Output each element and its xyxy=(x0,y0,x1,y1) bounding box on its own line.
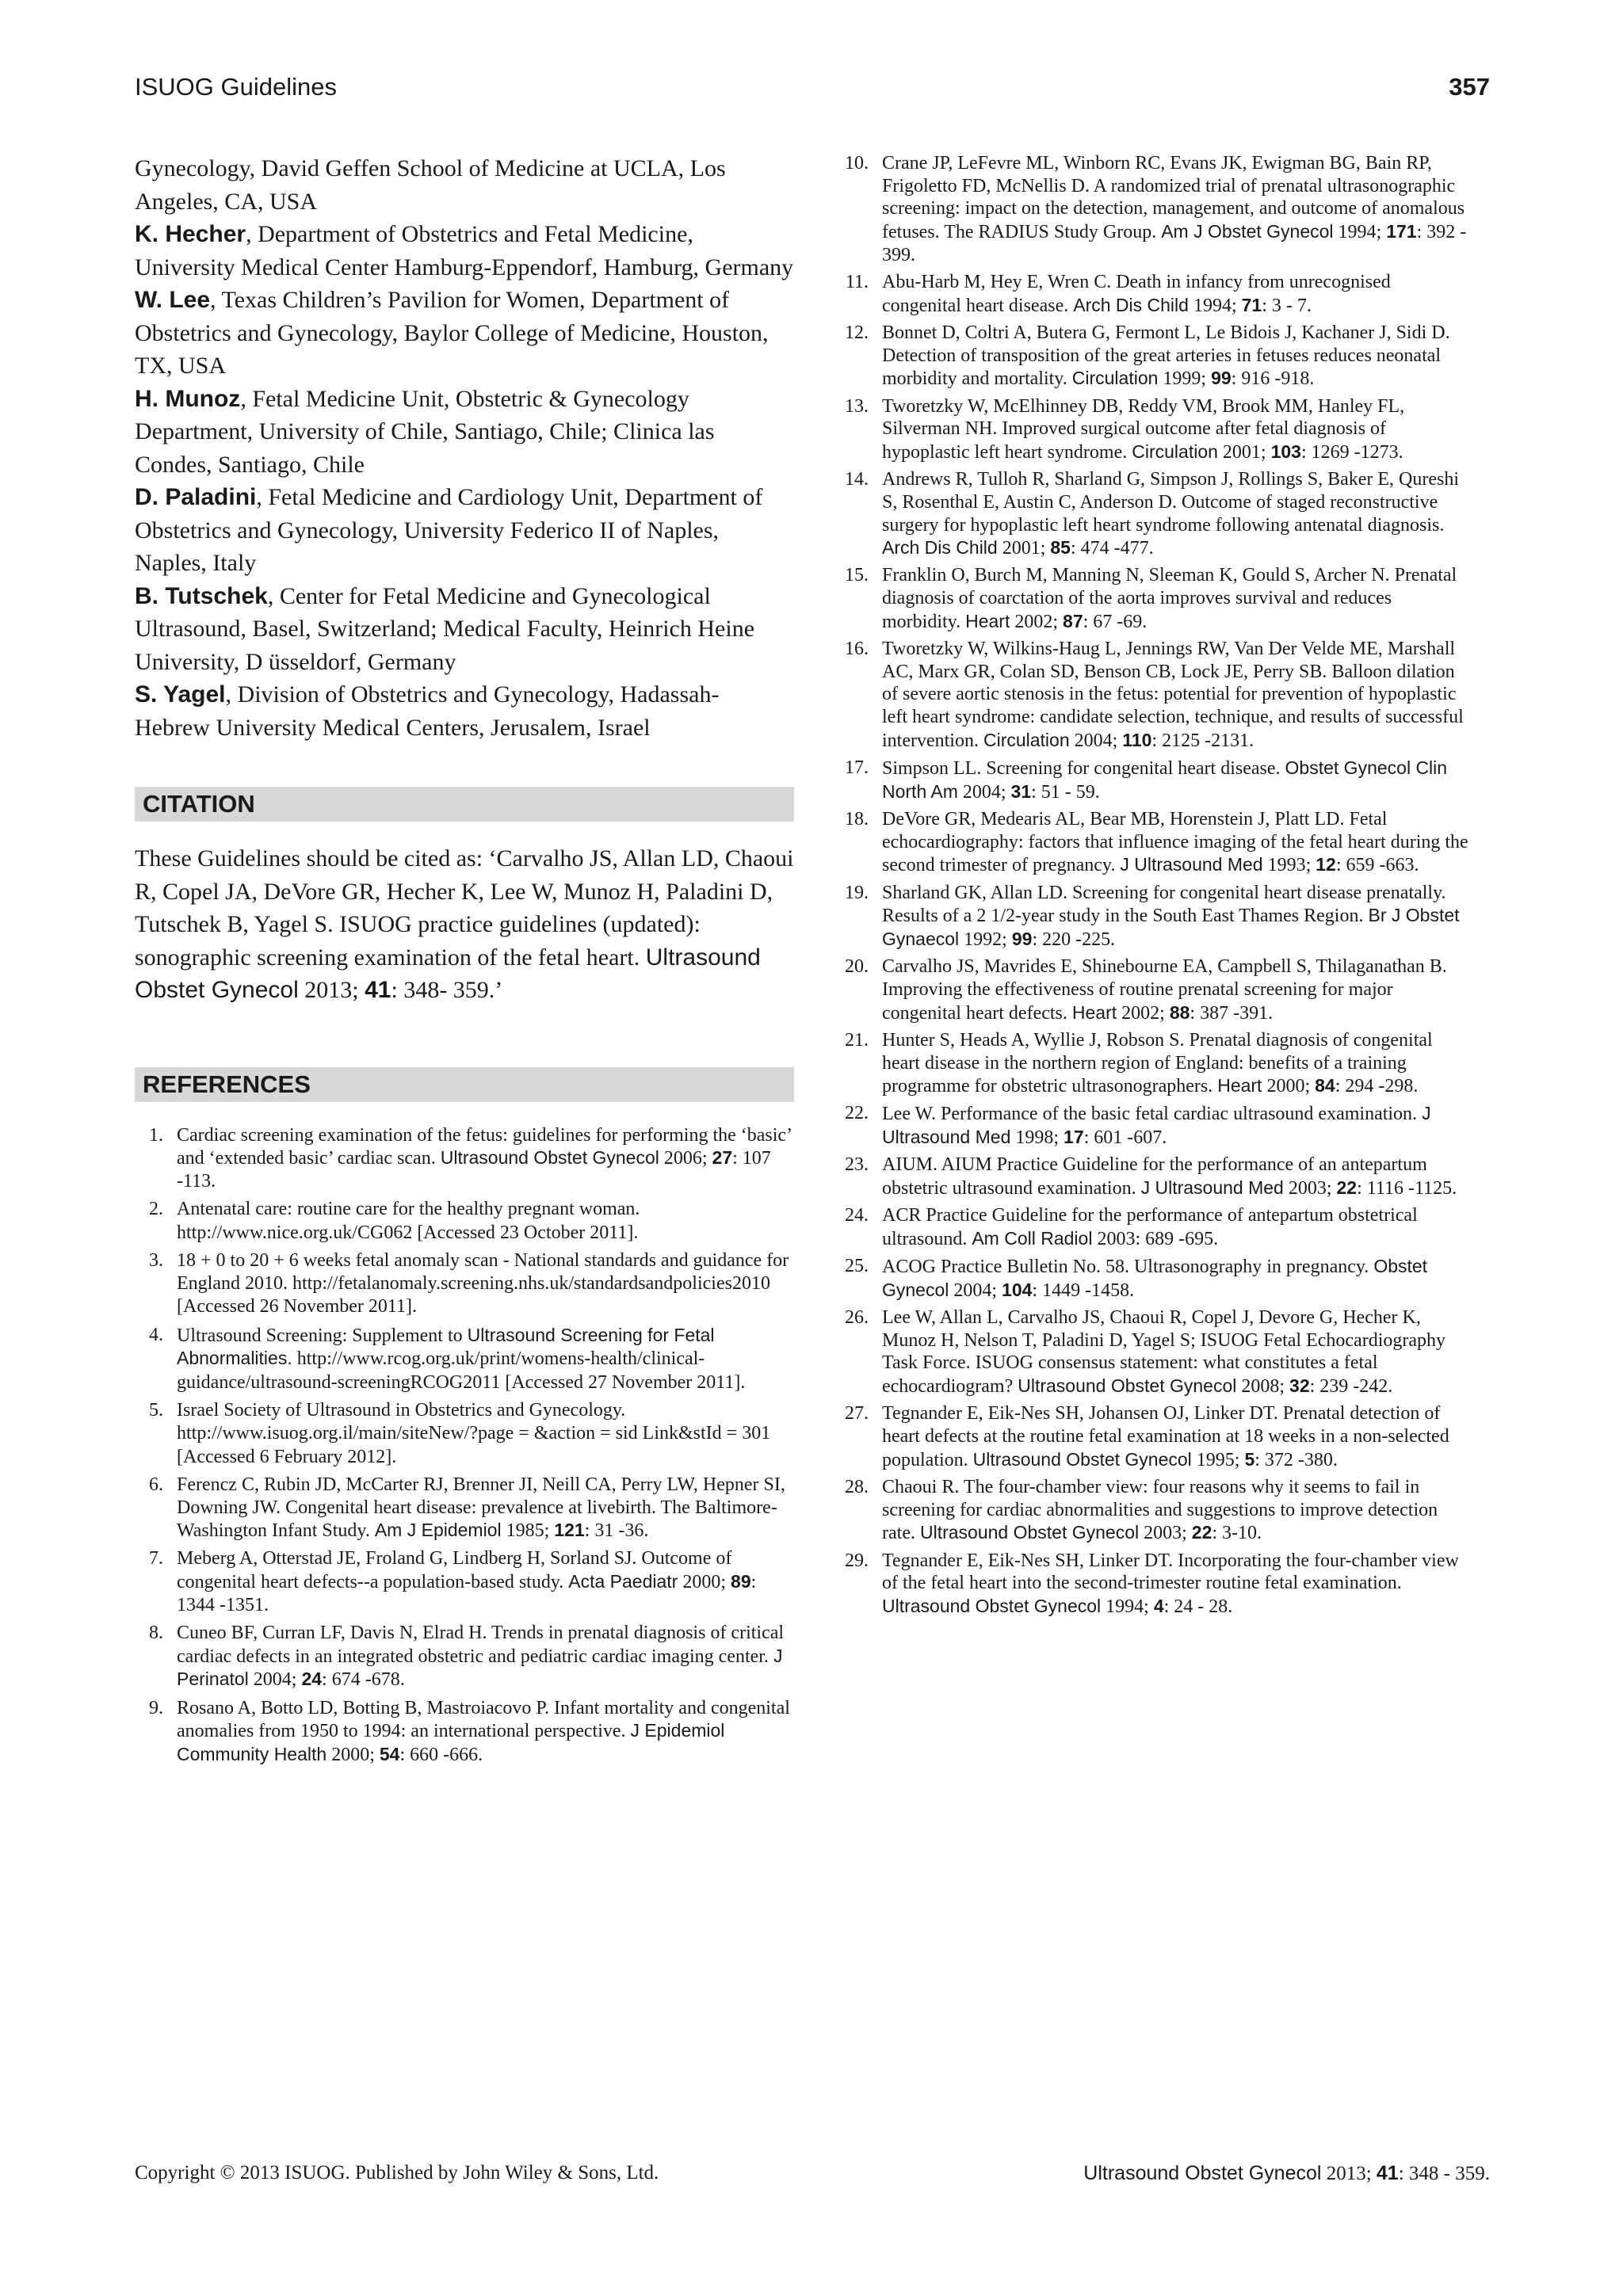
reference-number: 2. xyxy=(149,1199,163,1220)
reference-item xyxy=(135,1697,794,1767)
ref-year: 1992; xyxy=(959,929,1012,950)
ref-journal: Acta Paediatr xyxy=(568,1571,678,1592)
author-affiliations xyxy=(135,152,794,744)
ref-year: 2000; xyxy=(1262,1076,1316,1097)
citation-heading: CITATION xyxy=(135,787,794,822)
reference-list-left xyxy=(135,1124,794,1767)
ref-text-body: Lee W, Allan L, Carvalho JS, Chaoui R, Copel J, Devore G, Hecher K, Munoz H, Nelson T, Paladini D, Yagel S; ISUOG Fetal Echocardiography Task Force. ISUOG consensus statement: what constitutes a fetal echocardiogram? xyxy=(882,1307,1446,1398)
reference-text xyxy=(882,882,1474,952)
ref-volume: 87 xyxy=(1063,610,1083,631)
ref-journal: J Ultrasound Med xyxy=(882,1103,1431,1148)
reference-text xyxy=(882,1154,1474,1199)
ref-journal: Arch Dis Child xyxy=(882,537,998,559)
ref-text-body: Sharland GK, Allan LD. Screening for congenital heart disease prenatally. Results of a 2 1/2-year study in the South East Thames Region. xyxy=(882,882,1446,927)
reference-text xyxy=(177,1249,794,1318)
reference-item xyxy=(135,1622,794,1691)
citation-pages: : 348- 359.’ xyxy=(391,977,503,1003)
reference-item xyxy=(135,1124,794,1193)
ref-journal: Am Coll Radiol xyxy=(972,1227,1093,1249)
reference-text xyxy=(882,1402,1474,1471)
reference-item xyxy=(135,1474,794,1543)
reference-text xyxy=(882,564,1474,633)
ref-pages: : 2125 -2131. xyxy=(1151,730,1254,751)
reference-number: 3. xyxy=(149,1250,163,1272)
reference-number: 25. xyxy=(845,1256,869,1277)
reference-number: 26. xyxy=(845,1307,869,1329)
reference-text xyxy=(177,1547,794,1616)
ref-text-body: Bonnet D, Coltri A, Butera G, Fermont L, Le Bidois J, Kachaner J, Sidi D. Detection of transposition of the great arteries in fetuses reduces neonatal morbidity and mortality. xyxy=(882,322,1450,390)
reference-item xyxy=(840,882,1474,952)
reference-number: 19. xyxy=(845,882,869,903)
ref-volume: 171 xyxy=(1386,221,1417,242)
ref-year: 2001; xyxy=(1217,441,1271,463)
reference-text xyxy=(882,1029,1474,1098)
ref-volume: 17 xyxy=(1064,1127,1084,1148)
ref-text-body: Andrews R, Tulloh R, Sharland G, Simpson J, Rollings S, Baker E, Qureshi S, Rosenthal E, Austin C, Anderson D. Outcome of staged reconstructive surgery for hypoplastic left heart syndrome following antenatal diagnosis. xyxy=(882,469,1460,536)
ref-text-body: Cuneo BF, Curran LF, Davis N, Elrad H. Trends in prenatal diagnosis of critical cardiac defects in an integrated obstetric and pediatric cardiac imaging center. xyxy=(177,1623,785,1667)
reference-text xyxy=(882,1102,1474,1149)
reference-number: 29. xyxy=(845,1550,869,1571)
ref-journal: Circulation xyxy=(1071,368,1159,389)
author-name: W. Lee xyxy=(135,287,211,313)
ref-pages: : 1269 -1273. xyxy=(1300,441,1403,463)
ref-journal: Heart xyxy=(1217,1075,1262,1097)
ref-year: 2006; xyxy=(659,1148,712,1169)
ref-year: 2000; xyxy=(327,1745,380,1766)
ref-text-body: Antenatal care: routine care for the healthy pregnant woman. http://www.nice.org.uk/CG062 [Accessed 23 October 2011]. xyxy=(177,1199,640,1243)
reference-number: 21. xyxy=(845,1029,869,1051)
ref-text-body: Ultrasound Screening: Supplement to xyxy=(177,1325,468,1346)
ref-volume: 4 xyxy=(1153,1595,1164,1616)
ref-journal: Heart xyxy=(1071,1001,1117,1023)
ref-year: 2003; xyxy=(1283,1178,1337,1199)
citation-text-body: These Guidelines should be cited as: ‘Carvalho JS, Allan LD, Chaoui R, Copel JA, DeVore GR, Hecher K, Lee W, Munoz H, Paladini D, Tutschek B, Yagel S. ISUOG practice guidelines (updated): sonographic screening examination of the fetal heart. xyxy=(135,845,794,971)
author-name: K. Hecher xyxy=(135,221,246,247)
ref-volume: 110 xyxy=(1122,729,1152,750)
reference-text xyxy=(177,1124,794,1193)
affiliation-continuation: Gynecology, David Geffen School of Medicine at UCLA, Los Angeles, CA, USA xyxy=(135,155,726,215)
author-affiliation-text: , Fetal Medicine and Cardiology Unit, Department of Obstetrics and Gynecology, University Federico II of Naples, Naples, Italy xyxy=(135,484,763,576)
running-header xyxy=(135,73,1490,113)
author-affiliation xyxy=(135,218,794,284)
ref-pages: : 392 - 399. xyxy=(882,222,1467,265)
ref-text-body: ACOG Practice Bulletin No. 58. Ultrasonography in pregnancy. xyxy=(882,1257,1374,1278)
reference-item xyxy=(840,395,1474,464)
reference-number: 14. xyxy=(845,469,869,490)
ref-pages: : 1116 -1125. xyxy=(1357,1178,1457,1199)
reference-text xyxy=(177,1697,794,1767)
ref-pages: : 387 -391. xyxy=(1190,1002,1274,1024)
ref-year: 2004; xyxy=(957,781,1011,803)
reference-item xyxy=(840,955,1474,1024)
ref-text-body: Tegnander E, Eik-Nes SH, Johansen OJ, Linker DT. Prenatal detection of heart defects at the routine fetal examination at 18 weeks in a non-selected population. xyxy=(882,1403,1449,1470)
citation-journal: Ultrasound Obstet Gynecol xyxy=(135,944,761,1003)
reference-item xyxy=(840,152,1474,267)
ref-text-body: Ferencz C, Rubin JD, McCarter RJ, Brenner JI, Neill CA, Perry LW, Hepner SI, Downing JW. Congenital heart disease: prevalence at livebirth. The Baltimore-Washington Infant Study. xyxy=(177,1474,785,1542)
ref-text-body: Tworetzky W, Wilkins-Haug L, Jennings RW, Van Der Velde ME, Marshall AC, Marx GR, Colan SD, Benson CB, Lock JE, Perry SB. Balloon dilation of severe aortic stenosis in the fetus: potential for prevention of hypoplastic left heart syndrome: candidate selection, technique, and results of successful intervention. xyxy=(882,639,1464,751)
reference-number: 27. xyxy=(845,1403,869,1425)
ref-journal: J Ultrasound Med xyxy=(1120,854,1263,875)
reference-text xyxy=(882,271,1474,317)
ref-pages: : 67 -69. xyxy=(1083,611,1148,632)
ref-volume: 22 xyxy=(1191,1522,1212,1543)
ref-text-body: DeVore GR, Medearis AL, Bear MB, Horenstein J, Platt LD. Fetal echocardiography: factors that influence imaging of the fetal heart during the second trimester of pregnancy. xyxy=(882,808,1468,876)
reference-number: 1. xyxy=(149,1124,163,1146)
reference-number: 16. xyxy=(845,639,869,660)
ref-year: 1993; xyxy=(1262,855,1316,876)
ref-volume: 99 xyxy=(1211,368,1232,389)
reference-number: 24. xyxy=(845,1205,869,1226)
footer-pages: : 348 - 359. xyxy=(1398,2163,1490,2184)
reference-text xyxy=(177,1399,794,1468)
ref-pages: : 1449 -1458. xyxy=(1032,1280,1135,1301)
reference-text xyxy=(882,1476,1474,1545)
right-column xyxy=(840,152,1474,1623)
reference-item xyxy=(840,1255,1474,1302)
reference-item xyxy=(840,564,1474,633)
reference-text xyxy=(177,1622,794,1691)
author-affiliation xyxy=(135,481,794,580)
reference-number: 23. xyxy=(845,1154,869,1176)
reference-text xyxy=(882,638,1474,753)
ref-pages: : 31 -36. xyxy=(584,1520,649,1542)
ref-text-body: Rosano A, Botto LD, Botting B, Mastroiacovo P. Infant mortality and congenital anomalies from 1950 to 1994: an international perspective. xyxy=(177,1697,790,1742)
reference-item xyxy=(840,638,1474,753)
ref-pages: : 659 -663. xyxy=(1335,855,1419,876)
ref-year: 1994; xyxy=(1333,222,1387,243)
ref-year: 2003; xyxy=(1139,1523,1192,1544)
reference-number: 13. xyxy=(845,395,869,417)
ref-pages: : 372 -380. xyxy=(1254,1449,1338,1470)
ref-volume: 103 xyxy=(1270,441,1301,462)
reference-item xyxy=(840,1476,1474,1545)
ref-volume: 31 xyxy=(1010,780,1032,802)
ref-text-body: Simpson LL. Screening for congenital heart disease. xyxy=(882,758,1285,780)
reference-text xyxy=(882,1550,1474,1619)
reference-item xyxy=(840,1402,1474,1471)
ref-year: 2004; xyxy=(1069,730,1123,751)
author-name: B. Tutschek xyxy=(135,582,268,609)
ref-volume: 24 xyxy=(301,1669,323,1690)
ref-text-body: Meberg A, Otterstad JE, Froland G, Lindberg H, Sorland SJ. Outcome of congenital heart defects--a population-based study. xyxy=(177,1548,732,1593)
ref-pages: : 220 -225. xyxy=(1032,929,1116,950)
ref-year: 1999; xyxy=(1158,368,1212,390)
ref-pages: : 660 -666. xyxy=(399,1745,483,1766)
reference-item xyxy=(135,1198,794,1244)
ref-year: 2000; xyxy=(678,1572,731,1593)
ref-journal: Circulation xyxy=(1132,441,1218,462)
author-affiliation xyxy=(135,678,794,744)
ref-pages: : 601 -607. xyxy=(1083,1127,1167,1149)
reference-item xyxy=(840,1550,1474,1619)
reference-list-right xyxy=(840,152,1474,1619)
ref-journal: Am J Obstet Gynecol xyxy=(1161,221,1334,242)
ref-year: 2008; xyxy=(1236,1376,1290,1398)
footer-year: 2013; xyxy=(1321,2163,1377,2184)
reference-number: 10. xyxy=(845,153,869,174)
ref-year: 2002; xyxy=(1010,611,1064,632)
reference-item xyxy=(840,1029,1474,1098)
ref-volume: 84 xyxy=(1315,1075,1335,1097)
ref-volume: 99 xyxy=(1011,929,1033,949)
reference-number: 11. xyxy=(845,272,869,293)
reference-number: 20. xyxy=(845,956,869,978)
ref-volume: 32 xyxy=(1289,1375,1310,1397)
ref-volume: 85 xyxy=(1050,537,1071,559)
ref-year: 2002; xyxy=(1117,1002,1170,1024)
ref-journal: Am J Epidemiol xyxy=(374,1520,502,1541)
reference-number: 9. xyxy=(149,1697,163,1718)
reference-item xyxy=(840,1204,1474,1250)
ref-pages: : 3 - 7. xyxy=(1262,295,1312,316)
reference-text xyxy=(882,152,1474,267)
reference-number: 5. xyxy=(149,1400,163,1421)
reference-number: 18. xyxy=(845,808,869,830)
reference-text xyxy=(177,1474,794,1543)
reference-item xyxy=(840,1306,1474,1398)
ref-text-body: Tegnander E, Eik-Nes SH, Linker DT. Incorporating the four-chamber view of the fetal heart into the second-trimester routine fetal examination. xyxy=(882,1550,1459,1594)
citation-text xyxy=(135,842,794,1007)
ref-journal: Ultrasound Obstet Gynecol xyxy=(1018,1375,1237,1397)
author-name: D. Paladini xyxy=(135,484,257,510)
citation-volume: 41 xyxy=(365,977,391,1003)
ref-journal: Obstet Gynecol xyxy=(882,1256,1428,1300)
ref-year: 1994; xyxy=(1188,295,1242,316)
reference-number: 6. xyxy=(149,1474,163,1495)
ref-pages: : 107 -113. xyxy=(177,1148,771,1192)
ref-year: 2004; xyxy=(248,1669,302,1691)
ref-journal: Arch Dis Child xyxy=(1073,294,1189,315)
ref-pages: : 3-10. xyxy=(1212,1523,1262,1544)
ref-text-body: ACR Practice Guideline for the performance of antepartum obstetrical ultrasound. xyxy=(882,1205,1418,1249)
reference-number: 8. xyxy=(149,1623,163,1644)
ref-pages: : 674 -678. xyxy=(322,1669,405,1691)
ref-volume: 27 xyxy=(712,1147,733,1169)
ref-volume: 54 xyxy=(379,1744,400,1765)
ref-text-body: AIUM. AIUM Practice Guideline for the performance of an antepartum obstetric ultrasound examination. xyxy=(882,1154,1427,1199)
ref-text-body: Carvalho JS, Mavrides E, Shinebourne EA, Campbell S, Thilaganathan B. Improving the effectiveness of routine prenatal screening for major congenital heart defects. xyxy=(882,956,1447,1024)
ref-text-body: Israel Society of Ultrasound in Obstetrics and Gynecology. http://www.isuog.org.il/main/siteNew/?page = &action = sid Link&stId = 301 [Accessed 6 February 2012]. xyxy=(177,1400,771,1467)
author-affiliation xyxy=(135,580,794,679)
reference-text xyxy=(882,322,1474,391)
reference-item xyxy=(840,271,1474,317)
reference-item xyxy=(840,757,1474,803)
reference-text xyxy=(177,1198,794,1244)
footer-copyright: Copyright © 2013 ISUOG. Published by John Wiley & Sons, Ltd. xyxy=(135,2162,659,2183)
ref-text-body: Cardiac screening examination of the fetus: guidelines for performing the ‘basic’ and ‘extended basic’ cardiac scan. xyxy=(177,1124,792,1169)
ref-journal: J Perinatol xyxy=(177,1645,783,1690)
reference-text xyxy=(882,808,1474,877)
author-name: H. Munoz xyxy=(135,385,241,412)
reference-number: 15. xyxy=(845,565,869,586)
author-affiliation-text: , Texas Children’s Pavilion for Women, Department of Obstetrics and Gynecology, Baylor College of Medicine, Houston, TX, USA xyxy=(135,287,769,379)
reference-item xyxy=(840,468,1474,560)
author-affiliation-text: , Fetal Medicine Unit, Obstetric & Gynecology Department, University of Chile, Santiago, Chile; Clinica las Condes, Santiago, Chile xyxy=(135,385,715,478)
author-affiliation xyxy=(135,383,794,482)
ref-journal: Heart xyxy=(965,610,1010,631)
reference-number: 7. xyxy=(149,1548,163,1569)
ref-volume: 88 xyxy=(1169,1001,1190,1023)
reference-item xyxy=(840,1154,1474,1199)
reference-number: 28. xyxy=(845,1476,869,1497)
ref-pages: : 51 - 59. xyxy=(1031,781,1100,803)
ref-text-body: Hunter S, Heads A, Wyllie J, Robson S. Prenatal diagnosis of congenital heart disease in the northern region of England: benefits of a training programme for obstetric ultrasonographers. xyxy=(882,1029,1433,1097)
ref-text-body: Lee W. Performance of the basic fetal cardiac ultrasound examination. xyxy=(882,1104,1423,1125)
ref-year: 1985; xyxy=(501,1520,555,1542)
reference-text xyxy=(882,468,1474,560)
reference-text xyxy=(882,1204,1474,1250)
ref-text-body: Abu-Harb M, Hey E, Wren C. Death in infancy from unrecognised congenital heart disease. xyxy=(882,272,1391,316)
ref-pages: : 1344 -1351. xyxy=(177,1572,757,1615)
reference-text xyxy=(882,395,1474,464)
reference-item xyxy=(135,1399,794,1468)
ref-journal: Ultrasound Obstet Gynecol xyxy=(919,1522,1140,1543)
ref-journal: Ultrasound Obstet Gynecol xyxy=(882,1595,1102,1616)
left-column xyxy=(135,152,794,1772)
reference-text xyxy=(882,1306,1474,1398)
reference-item xyxy=(135,1324,794,1394)
reference-number: 4. xyxy=(149,1324,163,1345)
footer-volume: 41 xyxy=(1376,2162,1399,2184)
ref-pages: : 474 -477. xyxy=(1070,538,1154,559)
author-name: S. Yagel xyxy=(135,681,226,707)
reference-text xyxy=(882,1255,1474,1302)
ref-volume: 89 xyxy=(731,1571,751,1592)
footer-citation xyxy=(1083,2162,1490,2185)
ref-year: http://www.rcog.org.uk/print/womens-health/clinical-guidance/ultrasound-screeningRCOG2011 [Accessed 27 November 2011]. xyxy=(177,1348,746,1394)
reference-text xyxy=(177,1324,794,1394)
ref-journal: J Epidemiol Community Health xyxy=(177,1720,725,1765)
ref-volume: 121 xyxy=(554,1520,585,1541)
ref-volume: 71 xyxy=(1241,294,1262,315)
reference-number: 17. xyxy=(845,757,869,779)
ref-journal: Ultrasound Obstet Gynecol xyxy=(440,1147,659,1169)
ref-pages: : 24 - 28. xyxy=(1163,1596,1233,1617)
ref-pages: : 294 -298. xyxy=(1335,1076,1419,1097)
footer-journal: Ultrasound Obstet Gynecol xyxy=(1083,2162,1322,2184)
reference-number: 22. xyxy=(845,1103,869,1124)
ref-year: 1995; xyxy=(1191,1449,1245,1470)
ref-journal: Ultrasound Obstet Gynecol xyxy=(972,1448,1192,1470)
reference-text xyxy=(882,955,1474,1024)
ref-volume: 12 xyxy=(1316,854,1336,875)
ref-pages: : 916 -918. xyxy=(1231,368,1315,390)
page-number: 357 xyxy=(1449,73,1490,101)
ref-journal: Br J Obstet Gynaecol xyxy=(882,905,1460,949)
reference-item xyxy=(135,1249,794,1318)
author-affiliation-text: , Division of Obstetrics and Gynecology, Hadassah-Hebrew University Medical Centers, Jerusalem, Israel xyxy=(135,681,720,741)
ref-volume: 22 xyxy=(1336,1177,1358,1199)
ref-text-body: Chaoui R. The four-chamber view: four reasons why it seems to fail in screening for cardiac abnormalities and suggestions to improve detection rate. xyxy=(882,1476,1438,1544)
ref-pages: : 239 -242. xyxy=(1309,1376,1393,1398)
ref-text-body: 18 + 0 to 20 + 6 weeks fetal anomaly scan - National standards and guidance for England 2010. http://fetalanomaly.screening.nhs.uk/standardsandpolicies2010 [Accessed 26 November 2011]. xyxy=(177,1250,789,1318)
ref-text-body: Crane JP, LeFevre ML, Winborn RC, Evans JK, Ewigman BG, Bain RP, Frigoletto FD, McNellis D. A randomized trial of prenatal ultrasonographic screening: impact on the detection, management, and outcome of anomalous fetuses. The RADIUS Study Group. xyxy=(882,153,1465,243)
ref-journal: Circulation xyxy=(983,729,1070,750)
ref-year: 2004; xyxy=(949,1280,1002,1301)
ref-year: 2003: 689 -695. xyxy=(1092,1228,1219,1249)
ref-volume: 5 xyxy=(1244,1448,1255,1470)
ref-year: 1994; xyxy=(1101,1596,1154,1617)
ref-journal: Obstet Gynecol Clin North Am xyxy=(882,757,1448,802)
author-affiliation-text: , Department of Obstetrics and Fetal Medicine, University Medical Center Hamburg-Eppendorf, Hamburg, Germany xyxy=(135,221,794,280)
ref-journal: J Ultrasound Med xyxy=(1140,1177,1284,1199)
ref-journal: Ultrasound Screening for Fetal Abnormalities. xyxy=(177,1324,715,1369)
running-header-journal: ISUOG Guidelines xyxy=(135,73,337,101)
ref-text-body: Franklin O, Burch M, Manning N, Sleeman K, Gould S, Archer N. Prenatal diagnosis of coarctation of the aorta improves survival and reduces morbidity. xyxy=(882,565,1457,632)
reference-item xyxy=(135,1547,794,1616)
ref-year: 2001; xyxy=(997,538,1051,559)
author-list xyxy=(135,218,794,744)
author-affiliation xyxy=(135,284,794,383)
citation-year: 2013; xyxy=(298,977,365,1003)
author-affiliation-text: , Center for Fetal Medicine and Gynecological Ultrasound, Basel, Switzerland; Medical Faculty, Heinrich Heine University, D üsseldorf, Germany xyxy=(135,582,755,675)
reference-text xyxy=(882,757,1474,803)
ref-year: 1998; xyxy=(1010,1127,1064,1149)
references-heading: REFERENCES xyxy=(135,1067,794,1102)
reference-item xyxy=(840,1102,1474,1149)
ref-text-body: Tworetzky W, McElhinney DB, Reddy VM, Brook MM, Hanley FL, Silverman NH. Improved surgical outcome after fetal diagnosis of hypoplastic left heart syndrome. xyxy=(882,395,1405,463)
reference-number: 12. xyxy=(845,322,869,343)
reference-item xyxy=(840,322,1474,391)
reference-item xyxy=(840,808,1474,877)
ref-volume: 104 xyxy=(1002,1279,1033,1300)
